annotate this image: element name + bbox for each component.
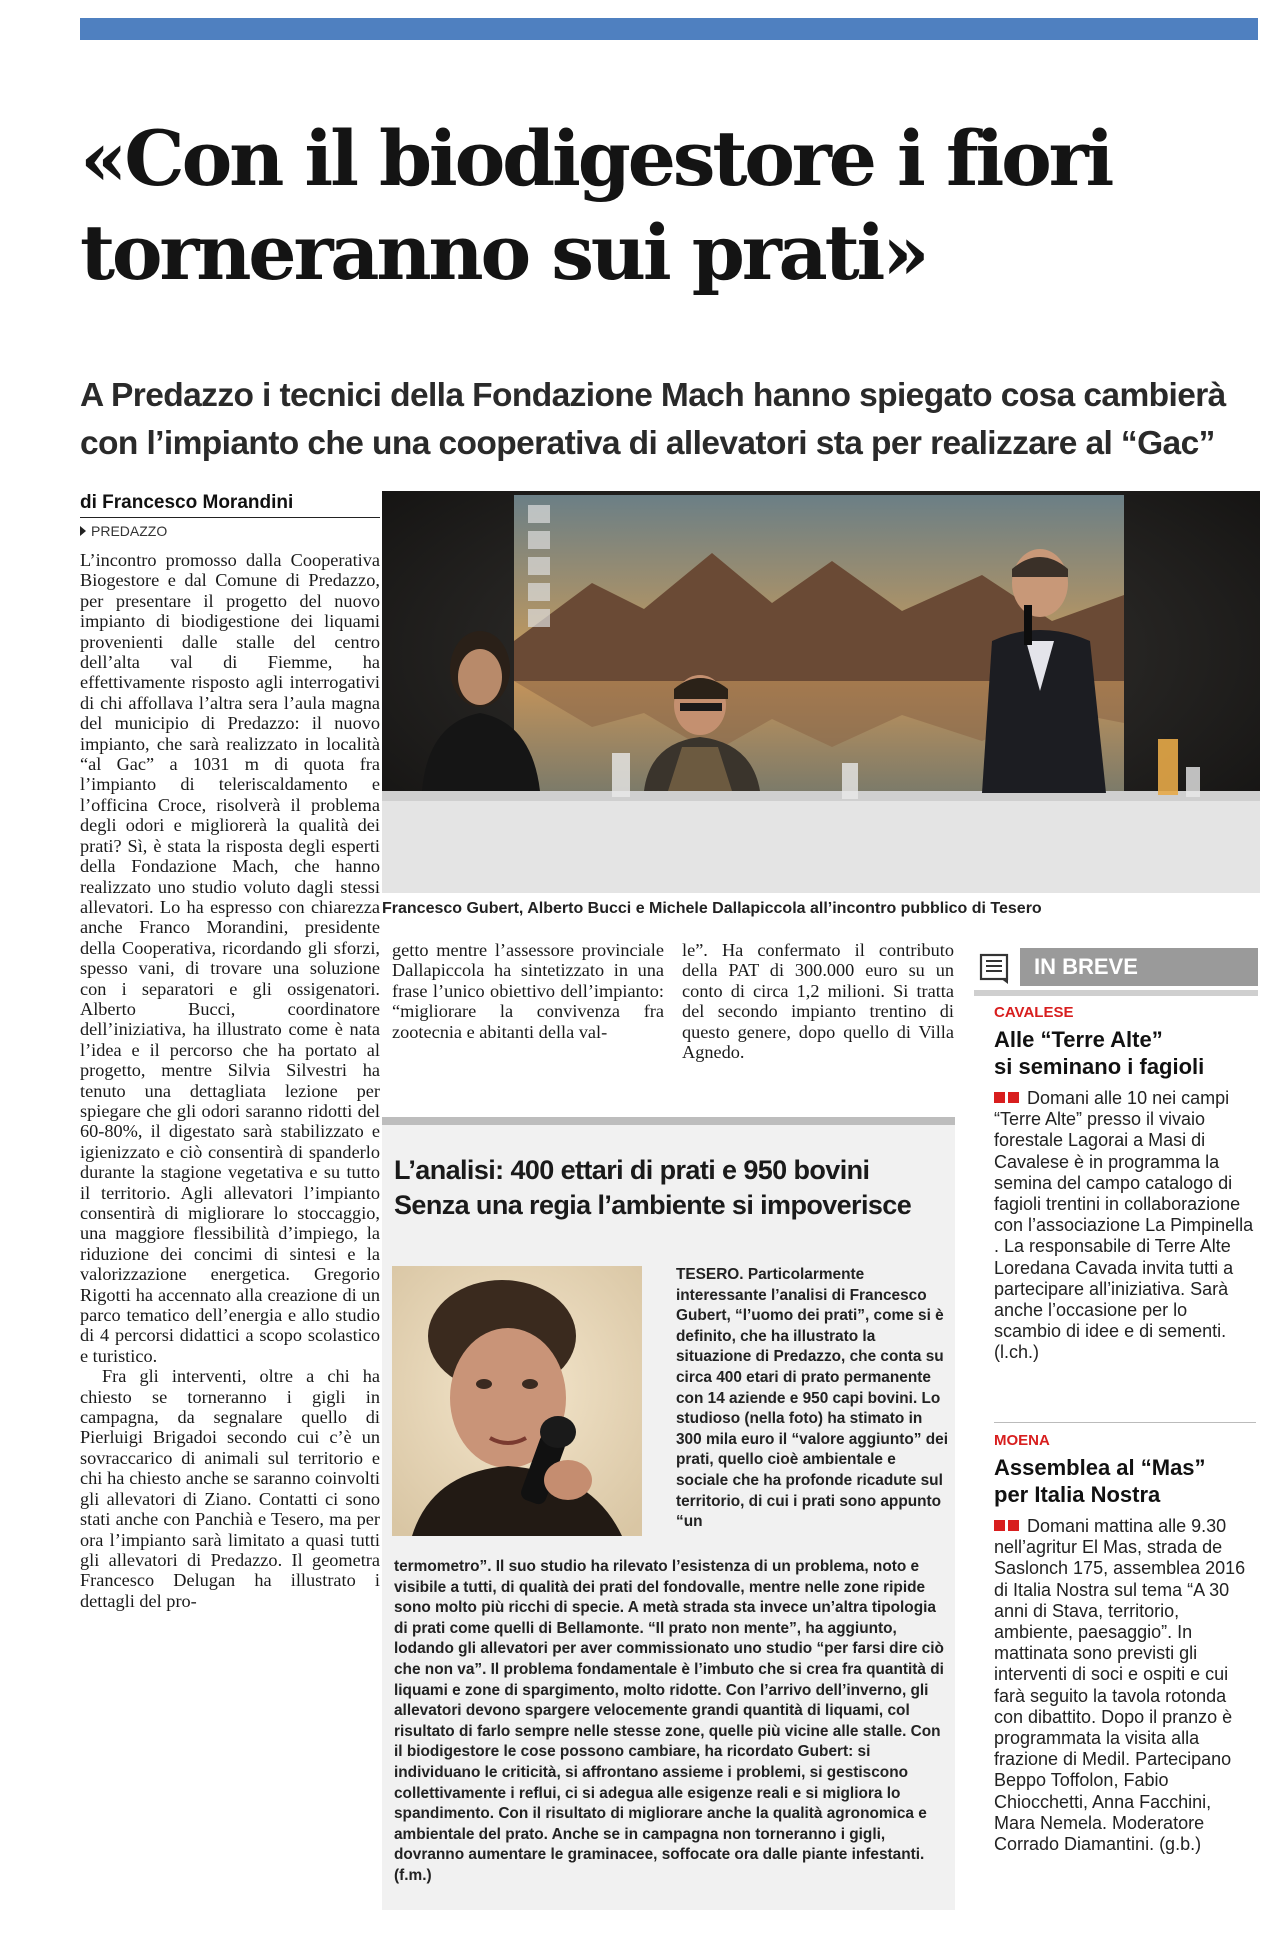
brief-1-title-line-2: si seminano i fagioli xyxy=(994,1054,1205,1079)
top-color-bar xyxy=(80,18,1258,40)
article-paragraph-1: L’incontro promosso dalla Cooperativa Biogestore e dal Comune di Predazzo, per presentare il progetto del nuovo impianto di biodigestione dei liquami provenienti dalle stalle del centro dell’alta val di Fiemme, ha effettivamente risposto agli interrogativi di chi affollava l’altra sera l’aula magna del municipio di Predazzo: il nuovo impianto, che sarà realizzato in località “al Gac” a 1031 m di quota fra l’impianto di teleriscaldamento e l’officina Croce, risolverà il problema degli odori e migliorerà la qualità dei prati? Sì, è stata la risposta degli esperti della Fondazione Mach, che hanno realizzato uno studio voluto dagli stessi allevatori. Lo ha espresso con chiarezza anche Franco Morandini, presidente della Cooperativa, ricordando gli sforzi, spesso vani, di trovare una soluzione con i separatori e gli ossigenatori. Alberto Bucci, coordinatore dell’iniziativa, ha illustrato come è nata l’idea e il percorso che ha portato al progetto, mentre Silvia Silvestri ha tenuto una dettagliata lezione per spiegare che gli odori saranno ridotti del 60-80%, il digestato sarà stabilizzato e igienizzato e ciò consentirà di spanderlo durante la stagione vegetativa e su tutto il territorio. Agli allevatori l’impianto consentirà di migliorare lo stoccaggio, una maggiore flessibilità d’impiego, la riduzione dei concimi di sintesi e la valorizzazione energetica. Gregorio Rigotti ha accennato alla creazione di un parco tematico dell’energia e allo studio di 4 percorsi didattici a scopo scolastico e turistico. xyxy=(80,550,380,1366)
article-column-3 xyxy=(682,940,954,1062)
subheadline-line-1: A Predazzo i tecnici della Fondazione Mach hanno spiegato cosa cambierà xyxy=(80,377,1226,414)
analysis-title-line-1: L’analisi: 400 ettari di prati e 950 bovini xyxy=(394,1155,870,1185)
brief-1-title xyxy=(994,1026,1256,1080)
red-square-icon xyxy=(1008,1092,1019,1103)
headline-line-2: torneranno sui prati» xyxy=(80,208,927,297)
place-marker-icon xyxy=(80,526,86,536)
byline-rule xyxy=(80,517,380,518)
analysis-text-side: TESERO. Particolarmente interessante l’analisi di Francesco Gubert, “l’uomo dei prati”, come si è definito, che ha illustrato la situazione di Predazzo, che conta su circa 400 etari di prato permanente con 14 aziende e 950 capi bovini. Lo studioso (nella foto) ha stimato in 300 mila euro il “valore aggiunto” dei prati, quello cioè ambientale e sociale che ha profonde ricadute sul territorio, di cui i prati sono appunto “un xyxy=(676,1266,948,1531)
analysis-title-line-2: Senza una regia l’ambiente si impoverisce xyxy=(394,1190,912,1220)
article-paragraph-4: le”. Ha confermato il contributo della PAT di 300.000 euro su un conto di circa 1,2 milioni. Si tratta del secondo impianto trentino di questo genere, dopo quello di Villa Agnedo. xyxy=(682,940,954,1063)
red-square-icon xyxy=(994,1520,1005,1531)
news-icon xyxy=(974,948,1014,986)
byline-author: di Francesco Morandini xyxy=(80,492,294,513)
sidebar-rule xyxy=(974,990,1258,996)
photo-caption: Francesco Gubert, Alberto Bucci e Michele Dallapiccola all’incontro pubblico di Tesero xyxy=(382,900,1042,917)
brief-2-title-line-2: per Italia Nostra xyxy=(994,1482,1161,1507)
subheadline-line-2: con l’impianto che una cooperativa di allevatori sta per realizzare al “Gac” xyxy=(80,425,1215,462)
brief-2-body: Domani mattina alle 9.30 nell’agritur El Mas, strada de Saslonch 175, assemblea 2016 di Italia Nostra sul tema “A 30 anni di Stava, territorio, ambiente, paesaggio”. In mattinata sono previsti gli interventi di soci e ospiti e cui farà seguito la tavola rotonda con dibattito. Dopo il pranzo è programmata la visita alla frazione di Medil. Partecipano Beppo Toffolon, Fabio Chiocchetti, Anna Facchini, Mara Nemela. Moderatore Corrado Diamantini. (g.b.) xyxy=(994,1516,1246,1855)
byline xyxy=(80,491,380,540)
brief-item-2 xyxy=(994,1432,1256,1855)
main-photo-illustration xyxy=(382,491,1260,893)
brief-1-title-line-1: Alle “Terre Alte” xyxy=(994,1027,1163,1052)
sidebar-header-bar xyxy=(1020,948,1258,986)
headline xyxy=(80,112,1270,300)
byline-place-label: PREDAZZO xyxy=(91,523,168,539)
brief-item-1 xyxy=(994,1004,1256,1364)
brief-1-text xyxy=(994,1088,1256,1364)
article-column-1 xyxy=(80,550,380,1611)
headline-line-1: «Con il biodigestore i fiori xyxy=(80,114,1112,203)
subheadline xyxy=(80,372,1270,468)
sidebar-header-label: IN BREVE xyxy=(1034,954,1138,979)
sidebar-divider xyxy=(994,1422,1256,1423)
article-column-2 xyxy=(392,940,664,1042)
brief-2-text xyxy=(994,1516,1256,1855)
article-paragraph-2: Fra gli interventi, oltre a chi ha chiesto se torneranno i gigli in campagna, da segnalare quello di Pierluigi Brigadoi secondo cui c’è un sovraccarico di animali sul territorio e chi ha chiesto anche se saranno coinvolti gli allevatori di Ziano. Contatti ci sono stati anche con Panchià e Tesero, ma per ora l’impianto sarà limitato a quasi tutti gli allevatori di Predazzo. Il geometra Francesco Delugan ha illustrato i dettagli del pro- xyxy=(80,1366,380,1611)
analysis-box-rule xyxy=(382,1117,955,1125)
red-square-icon xyxy=(994,1092,1005,1103)
byline-place xyxy=(80,522,380,540)
analysis-title xyxy=(394,1153,954,1223)
main-photo xyxy=(382,491,1260,893)
red-square-icon xyxy=(1008,1520,1019,1531)
analysis-text-full: termometro”. Il suo studio ha rilevato l’esistenza di un problema, noto e visibile a tutti, di qualità dei prati del fondovalle, mentre nelle zone ripide sono molto più ricchi di specie. A metà strada sta invece un’altra tipologia di prati come quelli di Bellamonte. “Il prato non mente”, ha aggiunto, lodando gli allevatori per aver commissionato uno studio “per farsi dire ciò che non va”. Il problema fondamentale è l’imbuto che si crea fra quantità di liquami e zone di spargimento, molto ridotte. Con l’arrivo dell’inverno, gli allevatori devono spargere velocemente grandi quantità di liquami, col risultato di farlo sempre nelle stesse zone, quelle più vicine alle stalle. Con il biodigestore le cose possono cambiare, ha ricordato Gubert: si individuano le criticità, si affrontano assieme i problemi, si gestiscono collettivamente i reflui, ci si adegua alle esigenze reali e si migliora lo spandimento. Con il risultato di migliorare anche la qualità agronomica e ambientale del prato. Anche se in campagna non torneranno i gigli, dovranno aumentare le graminacee, soffocate ora dalle piante infestanti. (f.m.) xyxy=(394,1558,944,1884)
article-paragraph-3: getto mentre l’assessore provinciale Dallapiccola ha sintetizzato in una frase l’unico obiettivo dell’impianto: “migliorare la convivenza fra zootecnia e abitanti della val- xyxy=(392,940,664,1042)
brief-1-body: Domani alle 10 nei campi “Terre Alte” presso il vivaio forestale Lagorai a Masi di Cavalese è in programma la semina del campo catalogo di fagioli trentini in collaborazione con l’associazione La Pimpinella . La responsabile di Terre Alte Loredana Cavada invita tutti a partecipare all’iniziativa. Sarà anche l’occasione per lo scambio di idee e di sementi. (l.ch.) xyxy=(994,1088,1254,1363)
portrait-photo xyxy=(392,1266,642,1536)
portrait-illustration xyxy=(392,1266,642,1536)
brief-1-kicker: CAVALESE xyxy=(994,1004,1074,1021)
sidebar-header xyxy=(974,948,1258,986)
brief-2-kicker: MOENA xyxy=(994,1432,1050,1449)
brief-2-title-line-1: Assemblea al “Mas” xyxy=(994,1455,1206,1480)
brief-2-title xyxy=(994,1454,1256,1508)
